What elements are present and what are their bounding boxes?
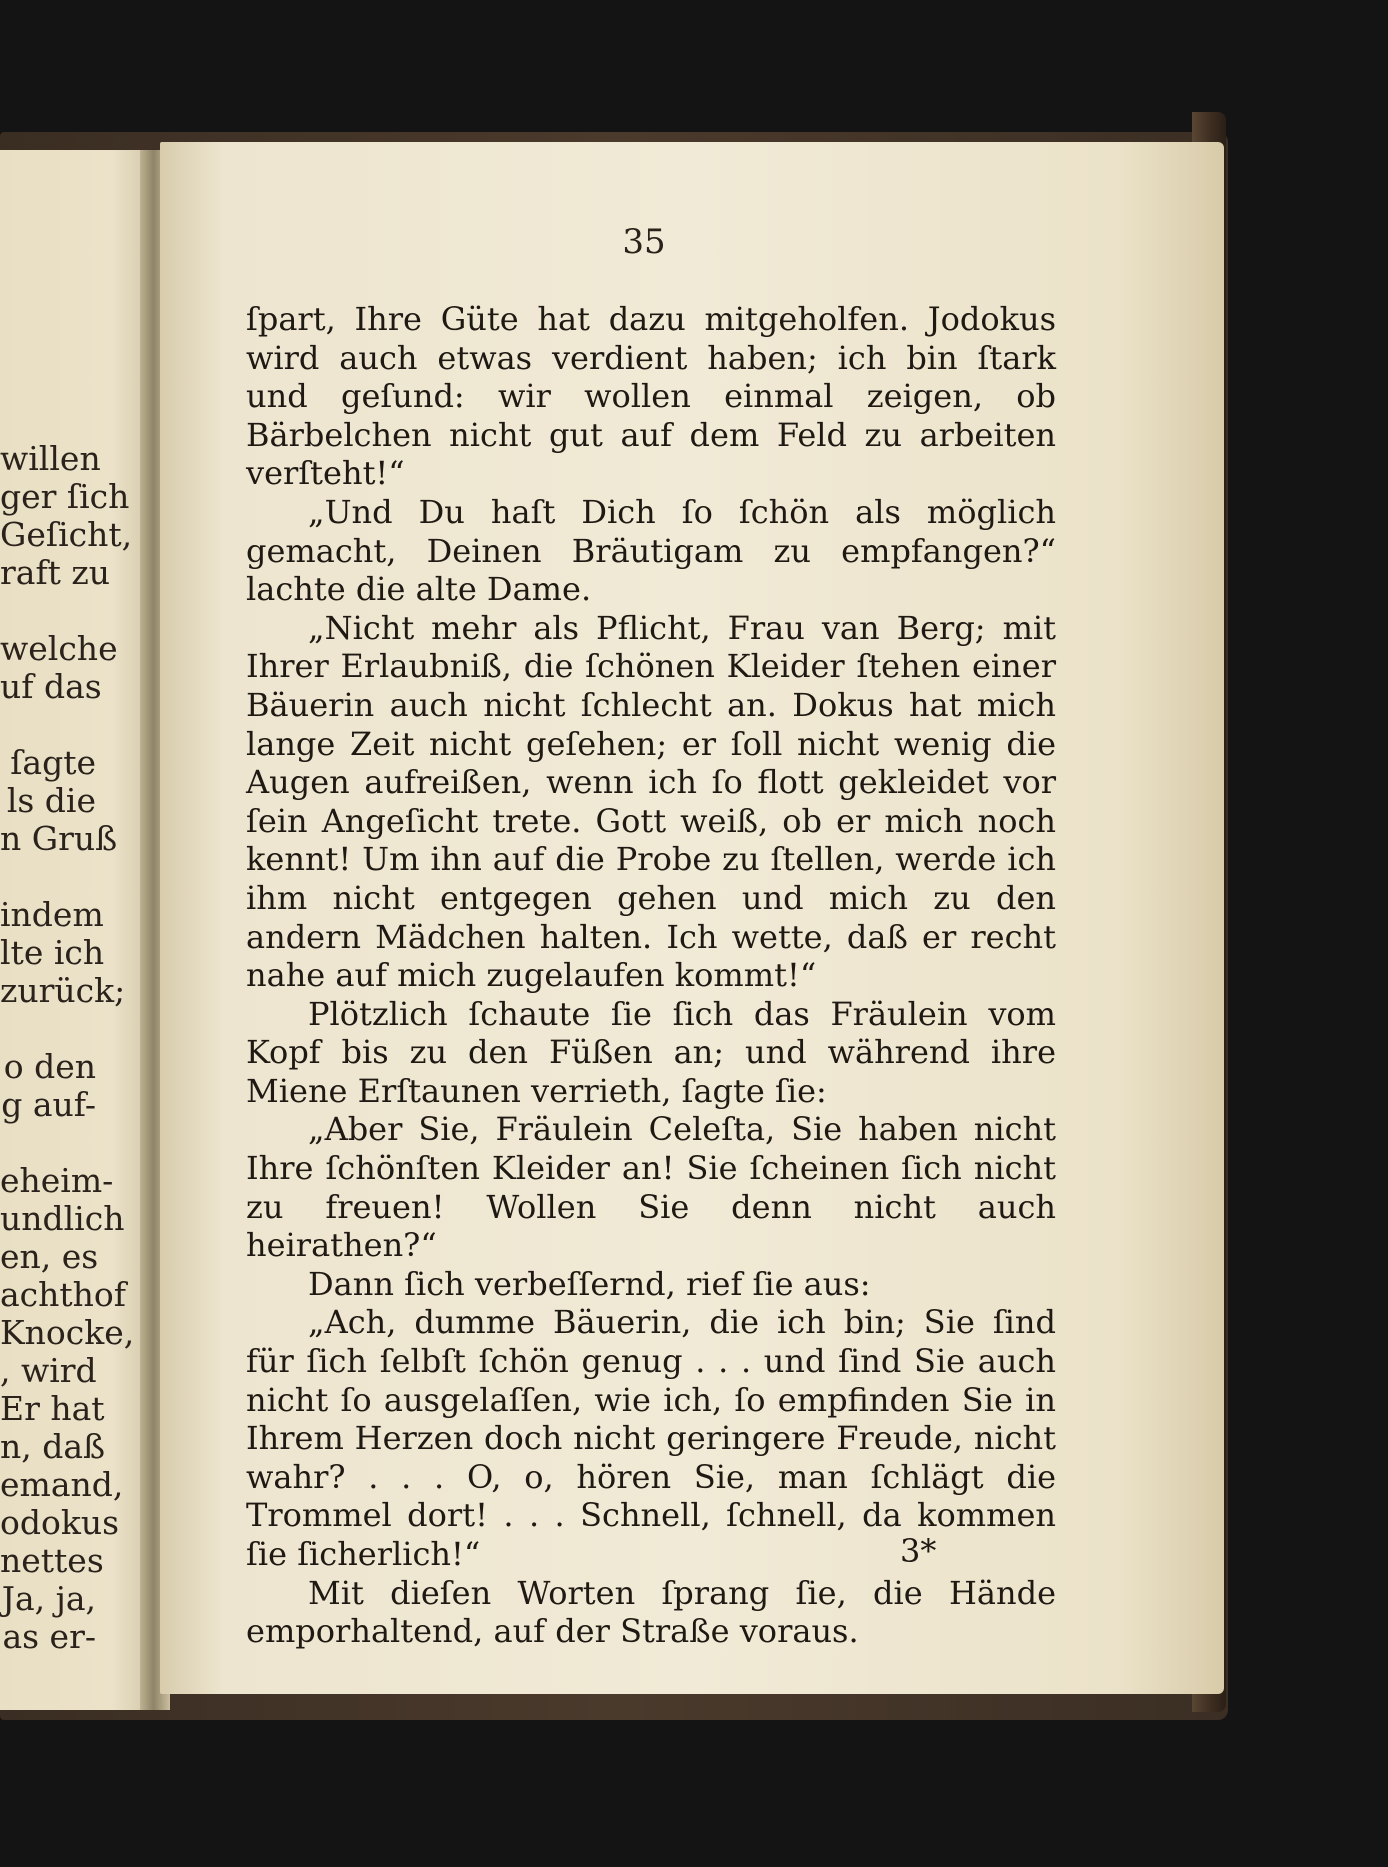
- left-line: raft zu: [0, 553, 111, 592]
- paragraph: ſpart, Ihre Güte hat dazu mitgeholfen. Jodokus wird auch etwas verdient haben; ich bin ſtark und geſund: wir wollen einmal zeigen, ob Bärbelchen nicht gut auf dem Feld zu arbeiten verſteht!“: [246, 300, 1056, 493]
- left-line: lte ich: [0, 933, 105, 972]
- left-line: indem: [0, 895, 104, 934]
- left-line: odokus: [0, 1503, 120, 1542]
- left-line: [0, 706, 96, 744]
- paragraph: Mit dieſen Worten ſprang ſie, die Hände emporhaltend, auf der Straße voraus.: [246, 1573, 1056, 1651]
- left-line: Ja, ja,: [1, 1579, 96, 1618]
- left-line: nettes: [0, 1541, 104, 1580]
- paragraph: Dann ſich verbeſſernd, rief ſie aus:: [308, 1264, 871, 1303]
- left-line: Er hat: [0, 1389, 105, 1428]
- paragraph: „Aber Sie, Fräulein Celeſta, Sie haben nicht Ihre ſchönſten Kleider an! Sie ſcheinen ſich nicht zu freuen! Wollen Sie denn nicht auch heirathen?“: [246, 1110, 1056, 1265]
- paragraph: „Und Du haſt Dich ſo ſchön als möglich gemacht, Deinen Bräutigam zu empfangen?“ lachte die alte Dame.: [246, 492, 1056, 609]
- left-line: n Gruß: [0, 819, 118, 858]
- left-line: [0, 1010, 96, 1048]
- left-line: o den: [3, 1047, 96, 1086]
- left-line: Geſicht,: [0, 515, 133, 554]
- left-line: uf das: [0, 667, 102, 706]
- left-line: ſagte: [10, 743, 96, 782]
- signature-mark: 3*: [900, 1532, 937, 1570]
- left-page-text: [0, 439, 135, 1656]
- paragraph: Plötzlich ſchaute ſie ſich das Fräulein vom Kopf bis zu den Füßen an; und während ihre Miene Erſtaunen verrieth, ſagte ſie:: [246, 994, 1056, 1110]
- left-page: [0, 150, 160, 1710]
- left-line: achthof: [0, 1275, 127, 1314]
- left-line: n, daß: [0, 1427, 106, 1466]
- left-line: undlich: [0, 1199, 125, 1238]
- left-line: emand,: [0, 1465, 124, 1504]
- left-line: , wird: [0, 1351, 97, 1390]
- left-line: eheim-: [0, 1161, 114, 1200]
- left-line: ls die: [6, 781, 96, 820]
- left-line: willen: [0, 439, 101, 478]
- left-line: [0, 1124, 96, 1162]
- left-line: g auf-: [1, 1085, 96, 1124]
- left-line: zurück;: [0, 971, 126, 1010]
- left-line: welche: [0, 629, 118, 668]
- left-line: Knocke,: [0, 1313, 135, 1352]
- left-line: [0, 858, 96, 896]
- page-body-text: [246, 300, 1056, 1651]
- paragraph: „Nicht mehr als Pflicht, Frau van Berg; mit Ihrer Erlaubniß, die ſchönen Kleider ſtehen einer Bäuerin auch nicht ſchlecht an. Dokus hat mich lange Zeit nicht geſehen; er ſoll nicht wenig die Augen aufreißen, wenn ich ſo flott gekleidet vor ſein Angeſicht trete. Gott weiß, ob er mich noch kennt! Um ihn auf die Probe zu ſtellen, werde ich ihm nicht entgegen gehen und mich zu den andern Mädchen halten. Ich wette, daß er recht nahe auf mich zugelaufen kommt!“: [246, 608, 1056, 995]
- left-line: en, es: [0, 1237, 99, 1276]
- paragraph: „Ach, dumme Bäuerin, die ich bin; Sie ſind für ſich ſelbſt ſchön genug . . . und ſind Sie auch nicht ſo ausgelaſſen, wie ich, ſo empfinden Sie in Ihrem Herzen doch nicht geringere Freude, nicht wahr? . . . O, o, hören Sie, man ſchlägt die Trommel dort! . . . Schnell, ſchnell, da kommen ſie ſicherlich!“: [246, 1303, 1056, 1573]
- page-number: 35: [622, 222, 666, 262]
- left-line: [0, 592, 96, 630]
- left-line: as er-: [2, 1617, 96, 1656]
- left-line: ger ſich: [0, 477, 130, 516]
